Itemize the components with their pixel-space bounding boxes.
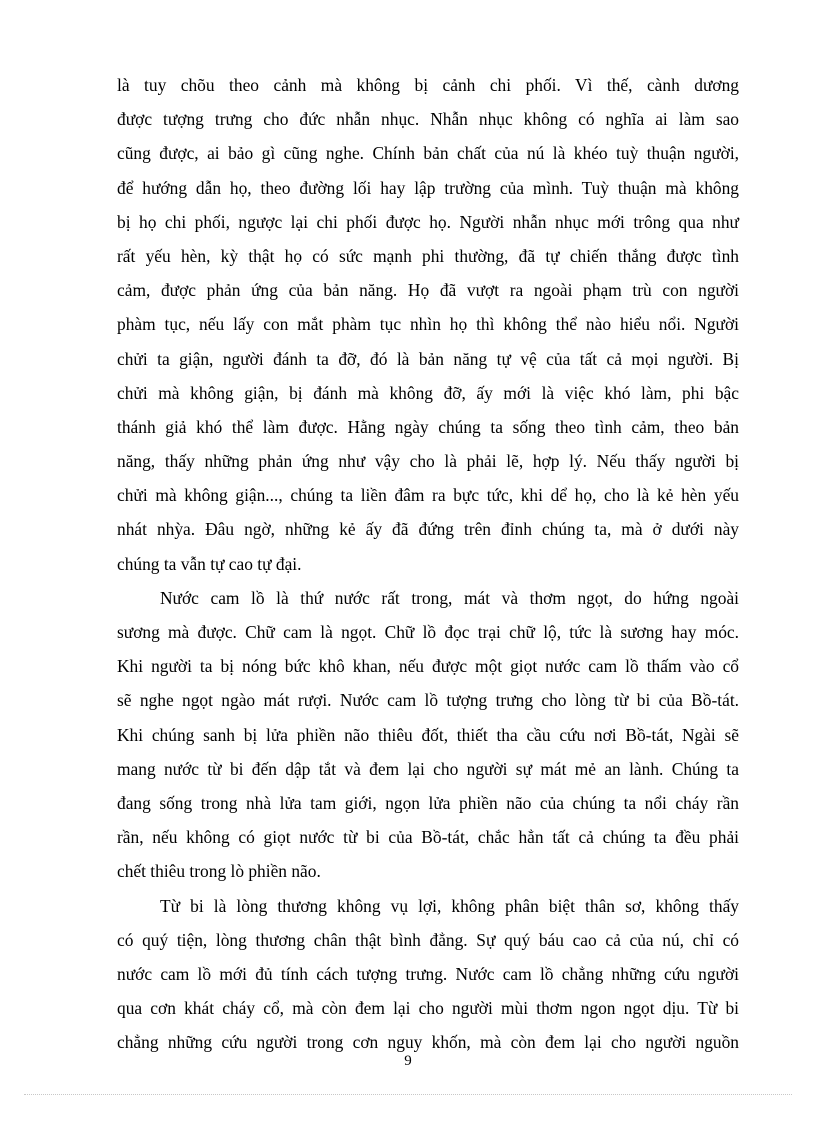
body-text [117,68,739,1059]
text-line: rất yếu hèn, kỳ thật họ có sức mạnh phi thường, đã tự chiến thắng được tình [117,245,739,266]
text-line: sẽ nghe ngọt ngào mát rượi. Nước cam lồ tượng trưng cho lòng từ bi của Bồ-tát. [117,690,739,711]
text-line: Khi người ta bị nóng bức khô khan, nếu được một giọt nước cam lồ thấm vào cổ [117,656,739,677]
footer-divider [24,1094,792,1095]
text-line: chửi mà không giận..., chúng ta liền đâm ra bực tức, khi dể họ, cho là kẻ hèn yếu [117,485,739,506]
text-line: chết thiêu trong lò phiền não. [117,861,321,882]
text-line: chửi ta giận, người đánh ta đỡ, đó là bản năng tự vệ của tất cả mọi người. Bị [117,348,739,369]
text-line: mang nước từ bi đến dập tắt và đem lại cho người sự mát mẻ an lành. Chúng ta [117,758,739,779]
text-line: thánh giả khó thể làm được. Hằng ngày chúng ta sống theo tình cảm, theo bản [117,416,739,437]
text-line: sương mà được. Chữ cam là ngọt. Chữ lồ đọc trại chữ lộ, tức là sương hay móc. [117,622,739,642]
text-line: chẳng những cứu người trong cơn nguy khốn, mà còn đem lại cho người nguồn [117,1032,739,1053]
text-line: phàm tục, nếu lấy con mắt phàm tục nhìn họ thì không thể nào hiểu nổi. Người [117,314,739,335]
text-line: Từ bi là lòng thương không vụ lợi, không phân biệt thân sơ, không thấy [160,895,739,916]
text-line: cảm, được phản ứng của bản năng. Họ đã vượt ra ngoài phạm trù con người [117,280,739,301]
text-line: nhát nhỳa. Đâu ngờ, những kẻ ấy đã đứng trên đỉnh chúng ta, mà ở dưới này [117,519,739,540]
text-line: có quý tiện, lòng thương chân thật bình đẳng. Sự quý báu cao cả của nú, chỉ có [117,929,739,950]
text-line: Nước cam lồ là thứ nước rất trong, mát và thơm ngọt, do hứng ngoài [160,587,739,608]
text-line: qua cơn khát cháy cổ, mà còn đem lại cho người mùi thơm ngon ngọt dịu. Từ bi [117,998,739,1019]
text-line: đang sống trong nhà lửa tam giới, ngọn lửa phiền não của chúng ta nổi cháy rần [117,792,739,813]
text-line: bị họ chi phối, ngược lại chi phối được họ. Người nhẫn nhục mới trông qua như [117,211,739,232]
text-line: là tuy chõu theo cảnh mà không bị cảnh chi phối. Vì thế, cành dương [117,75,739,95]
text-line: chúng ta vẫn tự cao tự đại. [117,553,302,574]
text-line: năng, thấy những phản ứng như vậy cho là phải lẽ, hợp lý. Nếu thấy người bị [117,451,739,472]
text-line: chửi mà không giận, bị đánh mà không đỡ, ấy mới là việc khó làm, phi bậc [117,382,739,403]
page-number: 9 [404,1053,412,1069]
text-line: nước cam lồ mới đủ tính cách tượng trưng. Nước cam lồ chẳng những cứu người [117,963,739,984]
text-line: cũng được, ai bảo gì cũng nghe. Chính bản chất của nú là khéo tuỳ thuận người, [117,143,739,164]
text-line: rần, nếu không có giọt nước từ bi của Bồ-tát, chắc hẳn tất cả chúng ta đều phải [117,827,739,848]
text-line: được tượng trưng cho đức nhẫn nhục. Nhẫn nhục không có nghĩa ai làm sao [117,109,739,130]
text-line: Khi chúng sanh bị lửa phiền não thiêu đốt, thiết tha cầu cứu nơi Bồ-tát, Ngài sẽ [117,724,739,745]
text-line: để hướng dẫn họ, theo đường lối hay lập trường của mình. Tuỳ thuận mà không [117,177,739,198]
